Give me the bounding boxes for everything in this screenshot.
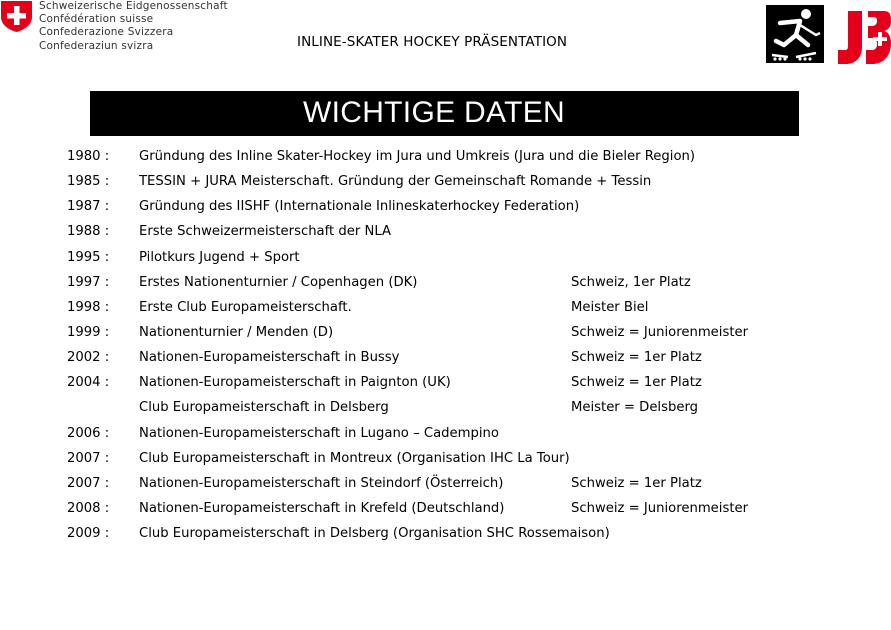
- timeline-row: [0, 398, 891, 423]
- timeline-row: [0, 449, 891, 474]
- row-result: Schweiz = Juniorenmeister: [571, 500, 749, 516]
- row-event: TESSIN + JURA Meisterschaft. Gründung der Gemeinschaft Romande + Tessin: [139, 174, 652, 190]
- page-header-title: INLINE-SKATER HOCKEY PRÄSENTATION: [297, 34, 568, 50]
- timeline-row: [0, 499, 891, 524]
- row-result: Meister Biel: [571, 299, 649, 315]
- row-event: Club Europameisterschaft in Delsberg: [139, 400, 389, 416]
- row-year: 2007 :: [67, 475, 110, 491]
- timeline-row: [0, 273, 891, 298]
- row-event: Nationen-Europameisterschaft in Krefeld (Deutschland): [139, 500, 505, 516]
- row-year: 2009 :: [67, 526, 110, 542]
- row-event: Club Europameisterschaft in Montreux (Organisation IHC La Tour): [139, 450, 570, 466]
- inline-hockey-pictogram-icon: [766, 5, 824, 63]
- row-event: Gründung des IISHF (Internationale Inlineskaterhockey Federation): [139, 199, 580, 215]
- confederation-name-it: Confederazione Svizzera: [39, 26, 174, 39]
- row-year: 2007 :: [67, 450, 110, 466]
- row-event: Gründung des Inline Skater-Hockey im Jura und Umkreis (Jura und die Bieler Region): [139, 149, 696, 164]
- row-event: Erste Schweizermeisterschaft der NLA: [139, 224, 392, 240]
- row-event: Nationen-Europameisterschaft in Bussy: [139, 350, 400, 366]
- row-result: Schweiz = 1er Platz: [571, 475, 702, 491]
- timeline-row: [0, 524, 891, 549]
- confederation-name-fr: Confédération suisse: [39, 13, 154, 26]
- row-result: Schweiz, 1er Platz: [571, 274, 691, 290]
- confederation-name-de: Schweizerische Eidgenossenschaft: [39, 0, 228, 12]
- row-year: 2006 :: [67, 425, 110, 441]
- row-year: 1997 :: [67, 274, 110, 290]
- jugend-sport-logo-icon: [836, 9, 891, 64]
- row-year: 1985 :: [67, 174, 110, 190]
- timeline-row: [0, 474, 891, 499]
- row-event: Nationen-Europameisterschaft in Steindorf (Österreich): [139, 475, 504, 491]
- timeline-row: [0, 298, 891, 323]
- timeline-row: [0, 348, 891, 373]
- row-event: Nationenturnier / Menden (D): [139, 324, 334, 340]
- banner-title: WICHTIGE DATEN: [303, 96, 565, 129]
- row-event: Erste Club Europameisterschaft.: [139, 299, 352, 315]
- row-event: Pilotkurs Jugend + Sport: [139, 249, 300, 265]
- confederation-names: [39, 0, 228, 53]
- timeline-row: [0, 373, 891, 398]
- row-year: 1987 :: [67, 199, 110, 215]
- timeline-row: [0, 248, 891, 273]
- confederation-name-rm: Confederaziun svizra: [39, 39, 154, 52]
- row-result: Schweiz = 1er Platz: [571, 350, 702, 366]
- timeline-row: [0, 323, 891, 348]
- row-event: Erstes Nationenturnier / Copenhagen (DK): [139, 274, 418, 290]
- row-year: 1998 :: [67, 299, 110, 315]
- row-event: Nationen-Europameisterschaft in Paignton (UK): [139, 375, 451, 391]
- row-result: Meister = Delsberg: [571, 400, 699, 416]
- timeline-list: [0, 147, 891, 549]
- row-year: 1999 :: [67, 324, 110, 340]
- row-event: Nationen-Europameisterschaft in Lugano – Cadempino: [139, 425, 499, 441]
- timeline-row: [0, 197, 891, 222]
- row-year: 1988 :: [67, 224, 110, 240]
- swiss-crest-icon: [0, 0, 33, 33]
- timeline-row: [0, 172, 891, 197]
- row-year: 1995 :: [67, 249, 110, 265]
- timeline-row: [0, 147, 891, 172]
- row-result: Schweiz = 1er Platz: [571, 375, 702, 391]
- row-year: 1980 :: [67, 149, 110, 164]
- row-year: 2004 :: [67, 375, 110, 391]
- row-result: Schweiz = Juniorenmeister: [571, 324, 749, 340]
- timeline-row: [0, 222, 891, 247]
- row-year: 2008 :: [67, 500, 110, 516]
- row-event: Club Europameisterschaft in Delsberg (Organisation SHC Rossemaison): [139, 526, 610, 542]
- row-year: 2002 :: [67, 350, 110, 366]
- timeline-row: [0, 424, 891, 449]
